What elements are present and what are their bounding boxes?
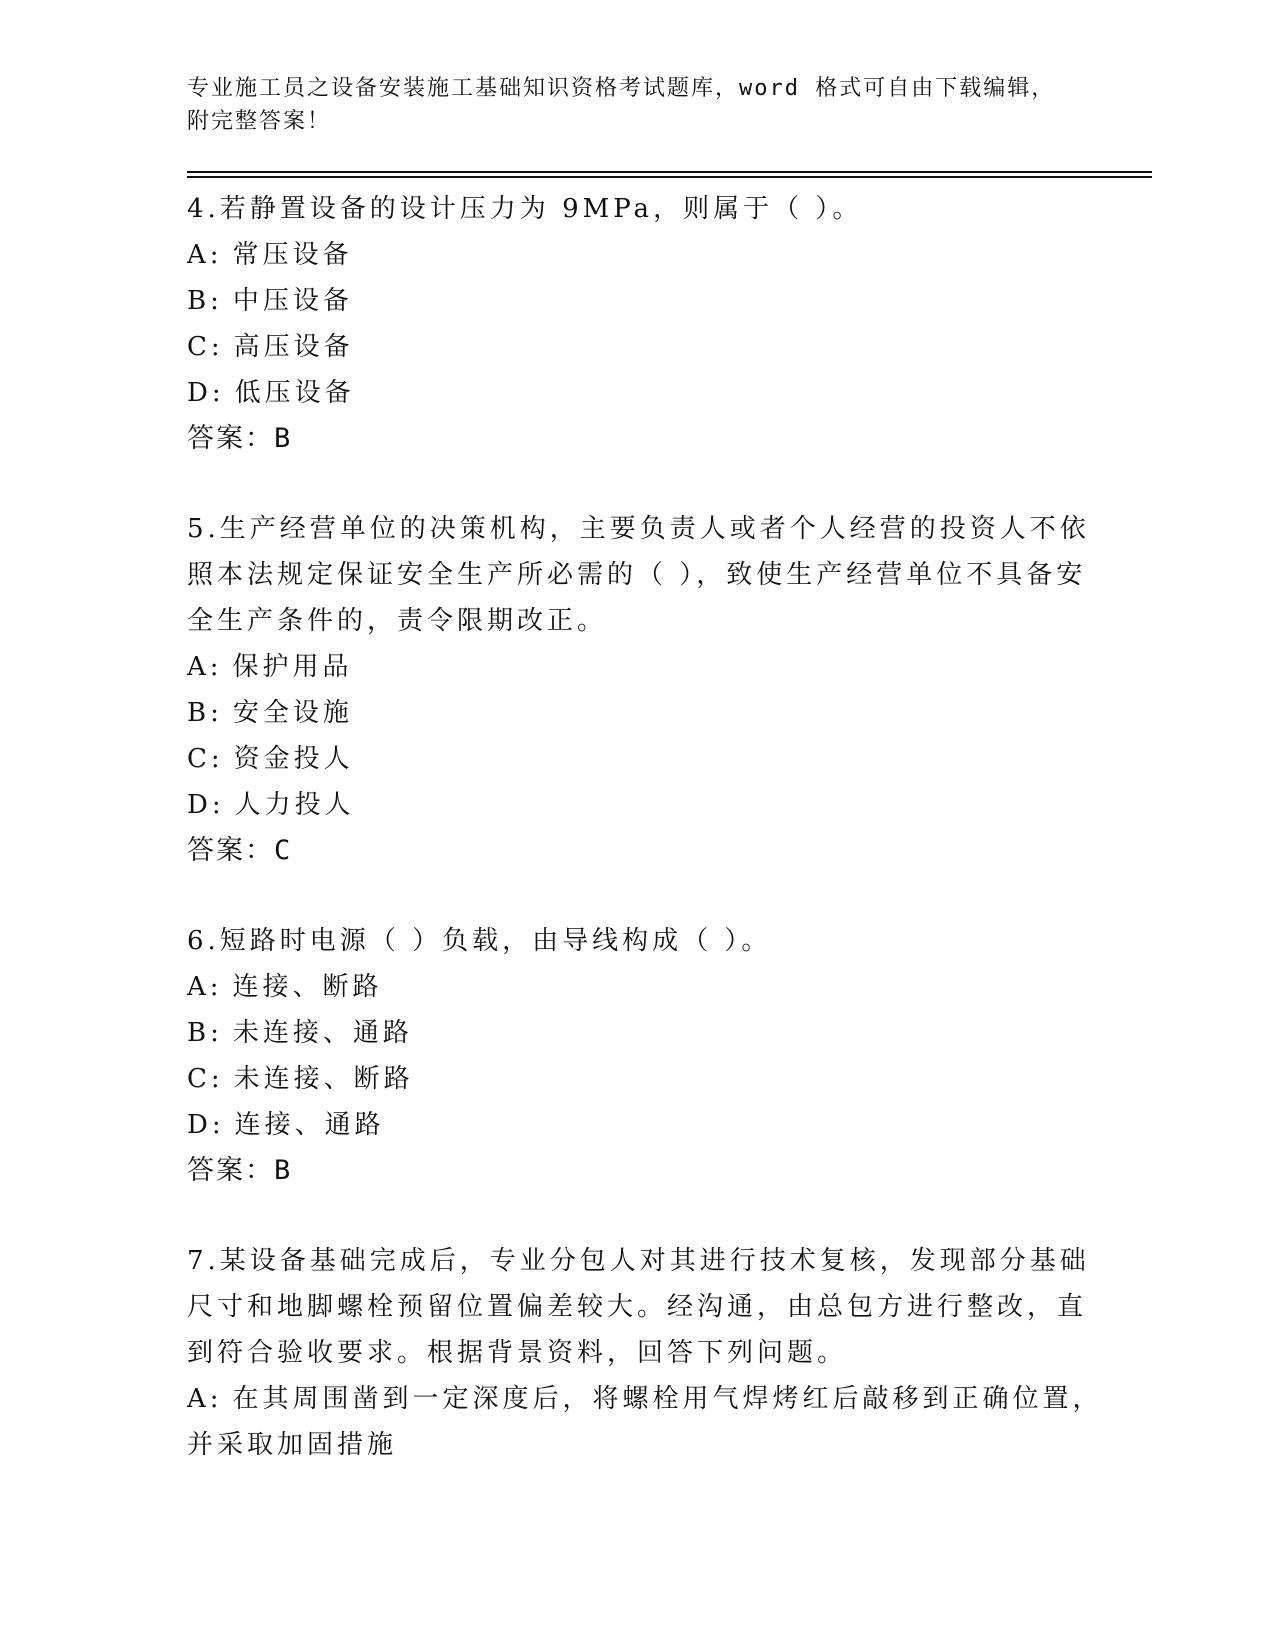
header-divider-top: [187, 171, 1152, 173]
option-a: [187, 1376, 1103, 1422]
option-key: C:: [187, 1064, 224, 1094]
option-c: [187, 324, 1087, 370]
question-stem: 6.短路时电源（ ）负载，由导线构成（ ）。: [187, 926, 772, 956]
option-c: [187, 1056, 1087, 1102]
option-key: A:: [187, 972, 223, 1002]
question-stem: 照本法规定保证安全生产所必需的（ ），致使生产经营单位不具备安: [187, 560, 1087, 590]
question-4: [187, 186, 1087, 462]
option-text: 并采取加固措施: [187, 1430, 398, 1460]
answer-line: 答案：C: [187, 835, 293, 866]
header-line-1: 专业施工员之设备安装施工基础知识资格考试题库，word 格式可自由下载编辑，: [187, 76, 1056, 101]
question-gap: [187, 462, 1087, 506]
option-text: 低压设备: [234, 378, 355, 408]
question-5: [187, 506, 1090, 874]
question-stem: 5.生产经营单位的决策机构，主要负责人或者个人经营的投资人不依: [187, 514, 1090, 544]
option-d: [187, 1102, 1087, 1148]
option-text: 安全设施: [232, 698, 353, 728]
option-text: 保护用品: [232, 652, 353, 682]
answer-line: 答案：B: [187, 423, 293, 454]
question-7: [187, 1238, 1103, 1468]
option-d: [187, 370, 1087, 416]
option-text: 常压设备: [232, 240, 353, 270]
option-key: A:: [187, 240, 223, 270]
question-gap: [187, 1194, 1087, 1238]
option-text: 高压设备: [233, 332, 354, 362]
document-header: [187, 72, 1087, 138]
option-b: [187, 1010, 1087, 1056]
question-stem: 全生产条件的，责令限期改正。: [187, 606, 608, 636]
option-key: C:: [187, 744, 224, 774]
option-key: B:: [187, 1018, 223, 1048]
option-a-continuation: [187, 1422, 1087, 1468]
header-divider-bottom: [187, 176, 1152, 178]
option-text: 未连接、断路: [233, 1064, 414, 1094]
option-d: [187, 782, 1087, 828]
question-gap: [187, 874, 1087, 918]
option-key: B:: [187, 286, 223, 316]
option-text: 资金投人: [233, 744, 354, 774]
answer-line: 答案：B: [187, 1155, 293, 1186]
question-6: [187, 918, 1087, 1194]
question-stem: 7.某设备基础完成后，专业分包人对其进行技术复核，发现部分基础: [187, 1246, 1090, 1276]
option-text: 人力投人: [234, 790, 355, 820]
option-key: D:: [187, 1110, 225, 1140]
option-key: A:: [187, 1384, 223, 1414]
option-key: C:: [187, 332, 224, 362]
question-list: [187, 186, 1103, 1468]
question-stem: 尺寸和地脚螺栓预留位置偏差较大。经沟通，由总包方进行整改，直: [187, 1292, 1088, 1322]
option-text: 中压设备: [232, 286, 353, 316]
option-key: D:: [187, 378, 225, 408]
header-line-2: 附完整答案！: [187, 109, 332, 134]
option-key: A:: [187, 652, 223, 682]
option-text: 未连接、通路: [232, 1018, 413, 1048]
option-b: [187, 690, 1087, 736]
option-a: [187, 964, 1087, 1010]
option-text: 连接、通路: [234, 1110, 385, 1140]
option-c: [187, 736, 1087, 782]
option-a: [187, 232, 1087, 278]
question-stem: 到符合验收要求。根据背景资料，回答下列问题。: [187, 1338, 848, 1368]
option-key: D:: [187, 790, 225, 820]
option-text: 连接、断路: [232, 972, 383, 1002]
question-stem: 4.若静置设备的设计压力为 9MPa，则属于（ ）。: [187, 194, 863, 224]
option-a: [187, 644, 1087, 690]
option-text: 在其周围凿到一定深度后，将螺栓用气焊烤红后敲移到正确位置，: [232, 1384, 1103, 1414]
option-key: B:: [187, 698, 223, 728]
option-b: [187, 278, 1087, 324]
